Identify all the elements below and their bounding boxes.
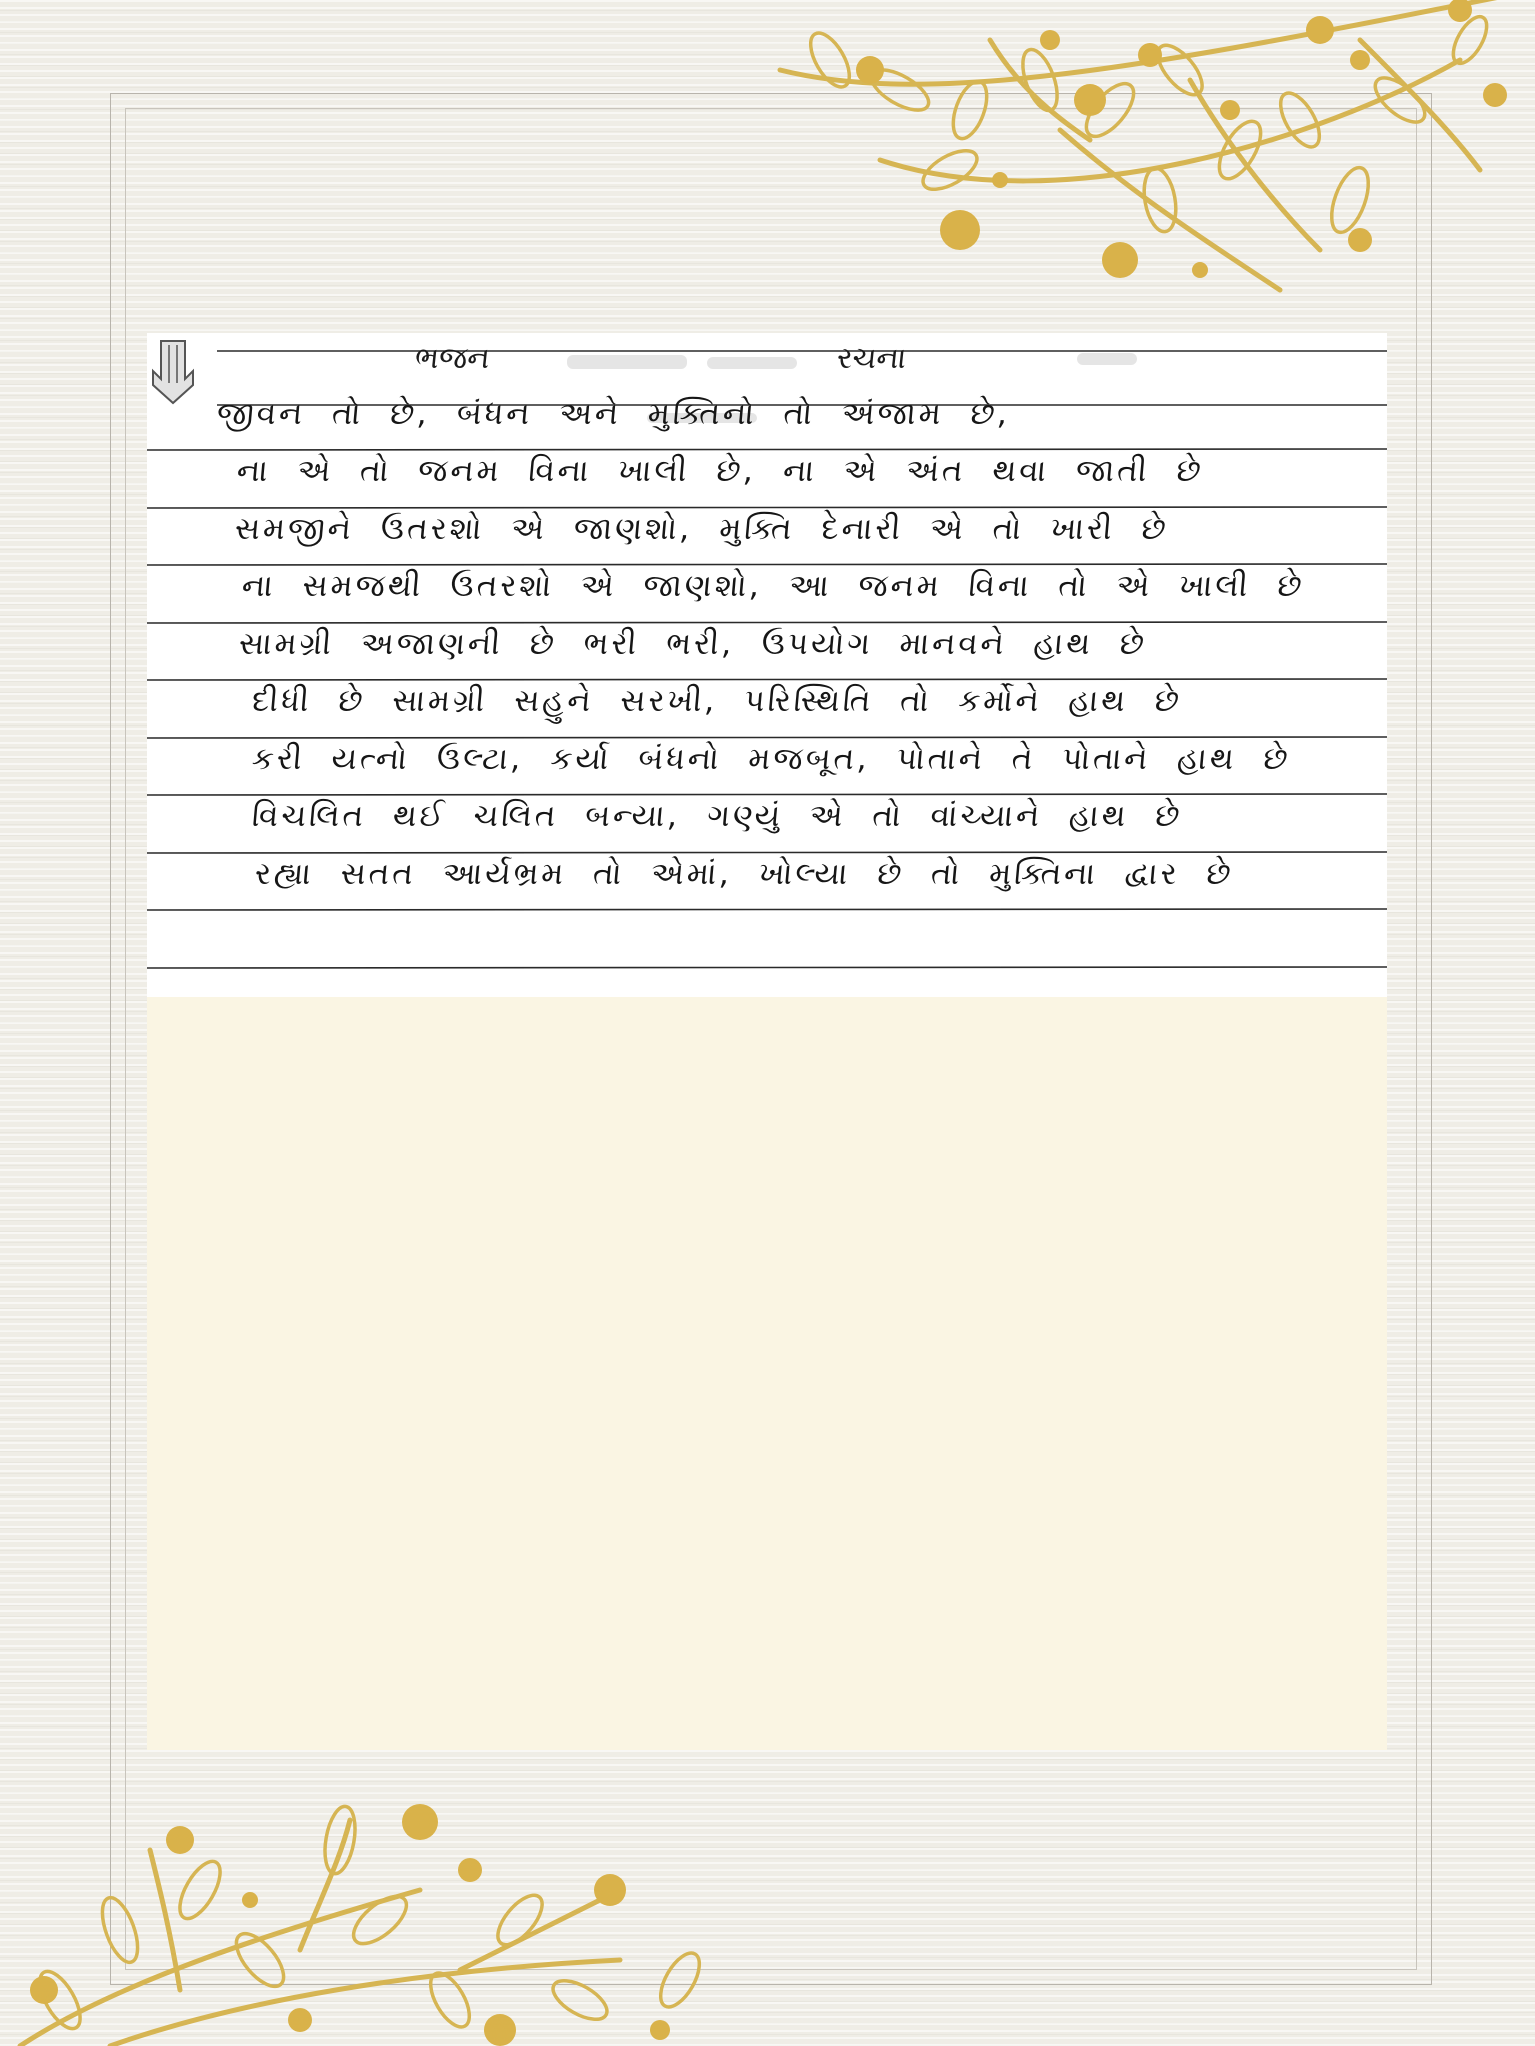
rule-line: [147, 507, 1387, 508]
handwritten-line-6: દીધી છે સામગ્રી સહુને સરખી, પરિસ્થિતિ તો કર્મોને હાથ છે: [250, 683, 1184, 719]
blank-cream-panel: [147, 997, 1387, 1750]
handwritten-line-9: રહ્યા સતત આર્યભ્રમ તો એમાં, ખોલ્યા છે તો મુક્તિના દ્વાર છે: [253, 856, 1236, 892]
rule-line: [147, 852, 1387, 853]
rule-line: [147, 737, 1387, 738]
handwritten-line-2: ના એ તો જનમ વિના ખાલી છે, ના એ અંત થવા જાતી છે: [235, 453, 1206, 489]
rule-line: [147, 967, 1387, 968]
rule-line: [147, 622, 1387, 623]
rule-line: [147, 909, 1387, 910]
handwritten-line-5: સામગ્રી અજાણની છે ભરી ભરી, ઉપયોગ માનવને હાથ છે: [237, 626, 1149, 662]
rule-line: [147, 449, 1387, 450]
handwritten-line-4: ના સમજથી ઉતરશો એ જાણશો, આ જનમ વિના તો એ ખાલી છે: [240, 568, 1306, 604]
handwritten-line-3: સમજીને ઉતરશો એ જાણશો, મુક્તિ દેનારી એ તો ખારી છે: [233, 511, 1171, 547]
header-left-text: ભજન: [413, 341, 492, 376]
rule-line: [147, 794, 1387, 795]
handwritten-line-7: કરી યત્નો ઉલ્ટા, કર્યા બંધનો મજબૂત, પોતાને તે પોતાને હાથ છે: [250, 741, 1293, 777]
header-right-text: રચના: [835, 341, 909, 376]
page-corner-arrow-icon: [149, 337, 199, 407]
gold-branch-ornament-icon: [760, 0, 1535, 310]
rule-line: [147, 679, 1387, 680]
gold-branch-ornament-icon: [0, 1780, 780, 2046]
rule-line: [147, 564, 1387, 565]
handwritten-page: [147, 333, 1387, 997]
handwritten-line-8: વિચલિત થઈ ચલિત બન્યા, ગણ્યું એ તો વાંચ્યાને હાથ છે: [250, 798, 1184, 834]
handwritten-line-1: જીવન તો છે, બંધન અને મુક્તિનો તો અંજામ છે,: [215, 396, 1012, 432]
